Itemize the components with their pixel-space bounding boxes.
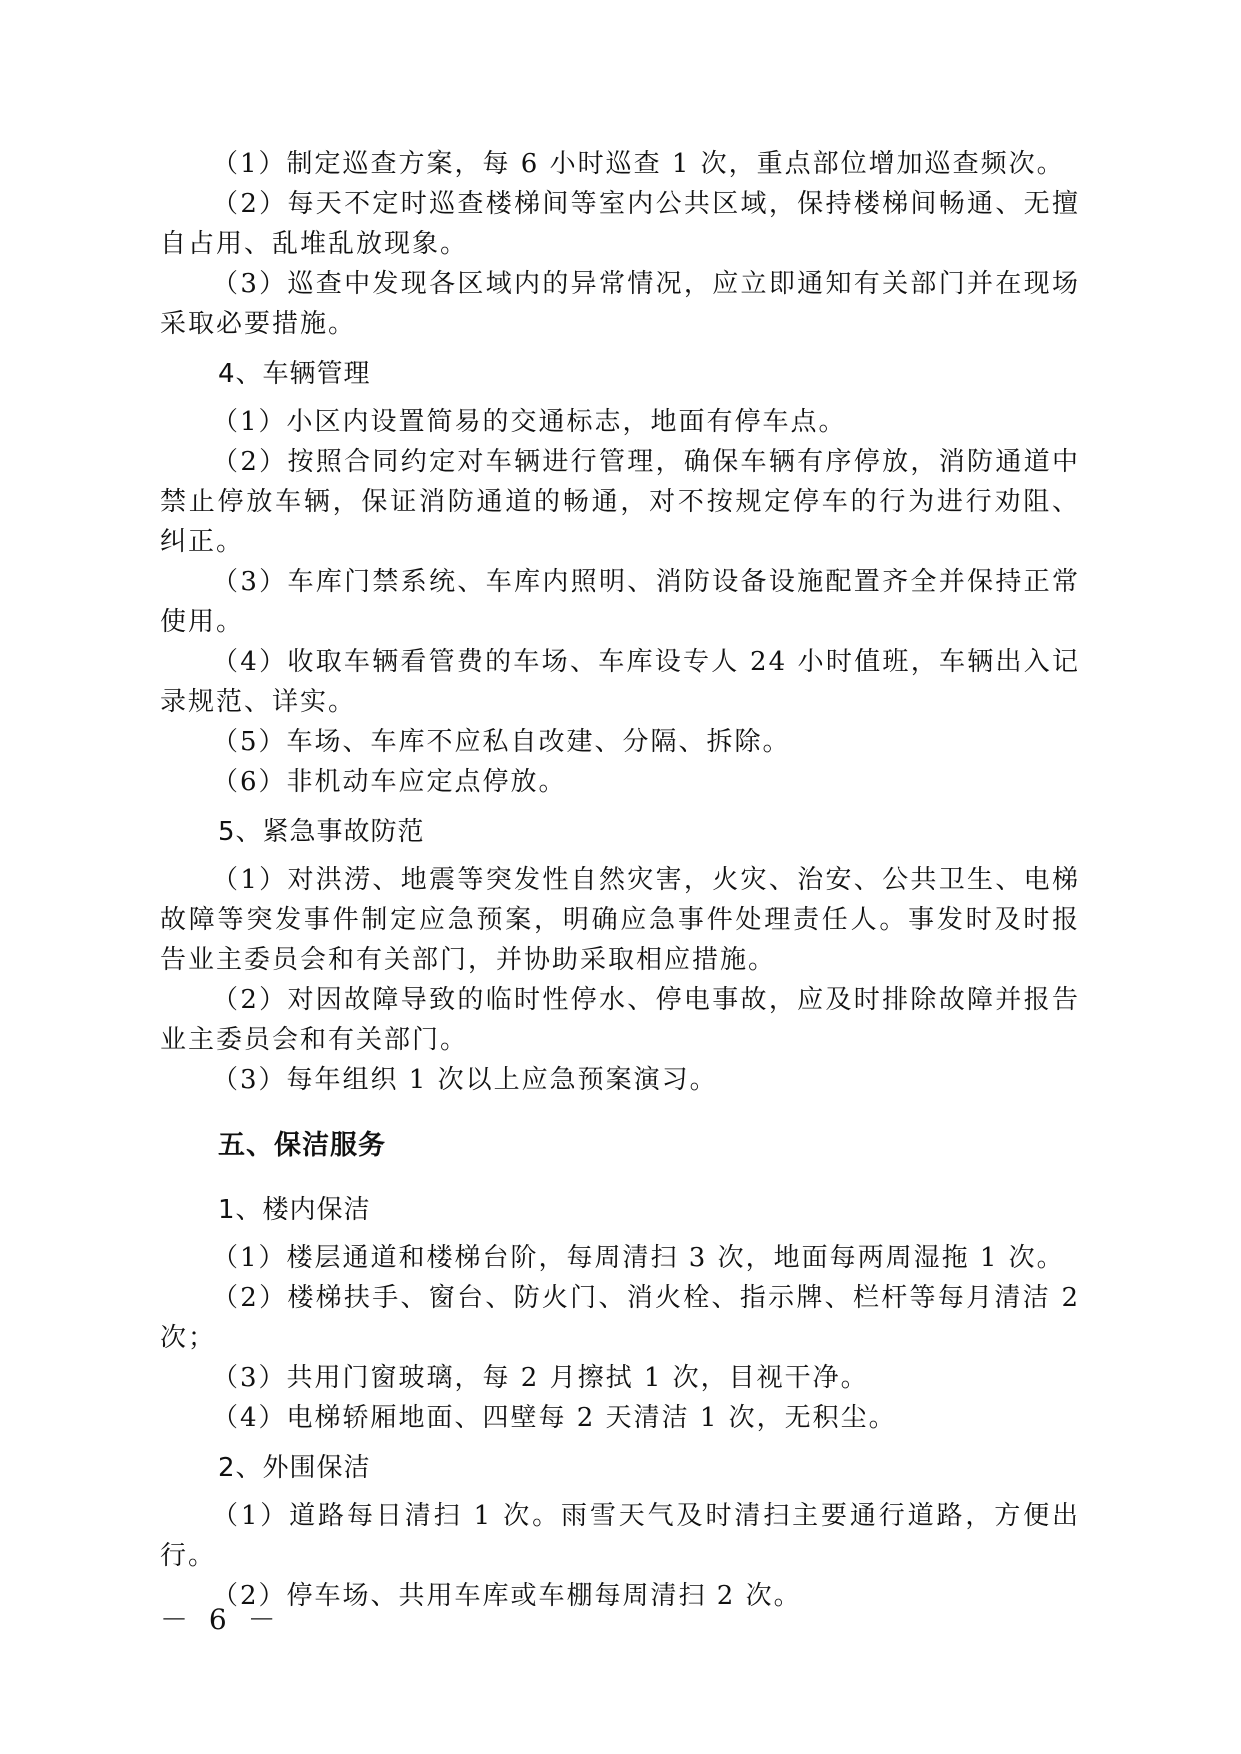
vehicle-item-6: （6）非机动车应定点停放。 — [212, 767, 567, 797]
patrol-item-3: （3）巡查中发现各区域内的异常情况，应立即通知有关部门并在现场采取必要措施。 — [160, 269, 1080, 339]
indoor-cleaning-item-1: （1）楼层通道和楼梯台阶，每周清扫 3 次，地面每两周湿拖 1 次。 — [212, 1243, 1065, 1273]
patrol-item-1: （1）制定巡查方案，每 6 小时巡查 1 次，重点部位增加巡查频次。 — [212, 149, 1065, 179]
vehicle-item-5: （5）车场、车库不应私自改建、分隔、拆除。 — [212, 727, 791, 757]
emergency-item-3: （3）每年组织 1 次以上应急预案演习。 — [212, 1065, 718, 1095]
heading-emergency-prevention: 5、紧急事故防范 — [218, 817, 425, 847]
emergency-item-1: （1）对洪涝、地震等突发性自然灾害，火灾、治安、公共卫生、电梯故障等突发事件制定应急预案，明确应急事件处理责任人。事发时及时报告业主委员会和有关部门，并协助采取相应措施。 — [160, 865, 1080, 975]
heading-cleaning-service: 五、保洁服务 — [218, 1130, 386, 1161]
heading-outdoor-cleaning: 2、外围保洁 — [218, 1453, 371, 1483]
indoor-cleaning-item-4: （4）电梯轿厢地面、四壁每 2 天清洁 1 次，无积尘。 — [212, 1403, 897, 1433]
outdoor-cleaning-item-1: （1）道路每日清扫 1 次。雨雪天气及时清扫主要通行道路，方便出行。 — [160, 1501, 1080, 1571]
vehicle-item-2: （2）按照合同约定对车辆进行管理，确保车辆有序停放，消防通道中禁止停放车辆，保证消防通道的畅通，对不按规定停车的行为进行劝阻、纠正。 — [160, 447, 1080, 557]
emergency-item-2: （2）对因故障导致的临时性停水、停电事故，应及时排除故障并报告业主委员会和有关部门。 — [160, 985, 1080, 1055]
patrol-item-2: （2）每天不定时巡查楼梯间等室内公共区域，保持楼梯间畅通、无擅自占用、乱堆乱放现象。 — [160, 189, 1080, 259]
indoor-cleaning-item-3: （3）共用门窗玻璃，每 2 月擦拭 1 次，目视干净。 — [212, 1363, 869, 1393]
heading-vehicle-management: 4、车辆管理 — [218, 359, 371, 389]
indoor-cleaning-item-2: （2）楼梯扶手、窗台、防火门、消火栓、指示牌、栏杆等每月清洁 2 次； — [160, 1283, 1080, 1353]
heading-indoor-cleaning: 1、楼内保洁 — [218, 1195, 371, 1225]
outdoor-cleaning-item-2: （2）停车场、共用车库或车棚每周清扫 2 次。 — [212, 1581, 802, 1611]
vehicle-item-3: （3）车库门禁系统、车库内照明、消防设备设施配置齐全并保持正常使用。 — [160, 567, 1080, 637]
page-number: － 6 － — [160, 1603, 282, 1636]
vehicle-item-1: （1）小区内设置简易的交通标志，地面有停车点。 — [212, 407, 847, 437]
page-body — [160, 144, 1080, 1616]
vehicle-item-4: （4）收取车辆看管费的车场、车库设专人 24 小时值班，车辆出入记录规范、详实。 — [160, 647, 1080, 717]
